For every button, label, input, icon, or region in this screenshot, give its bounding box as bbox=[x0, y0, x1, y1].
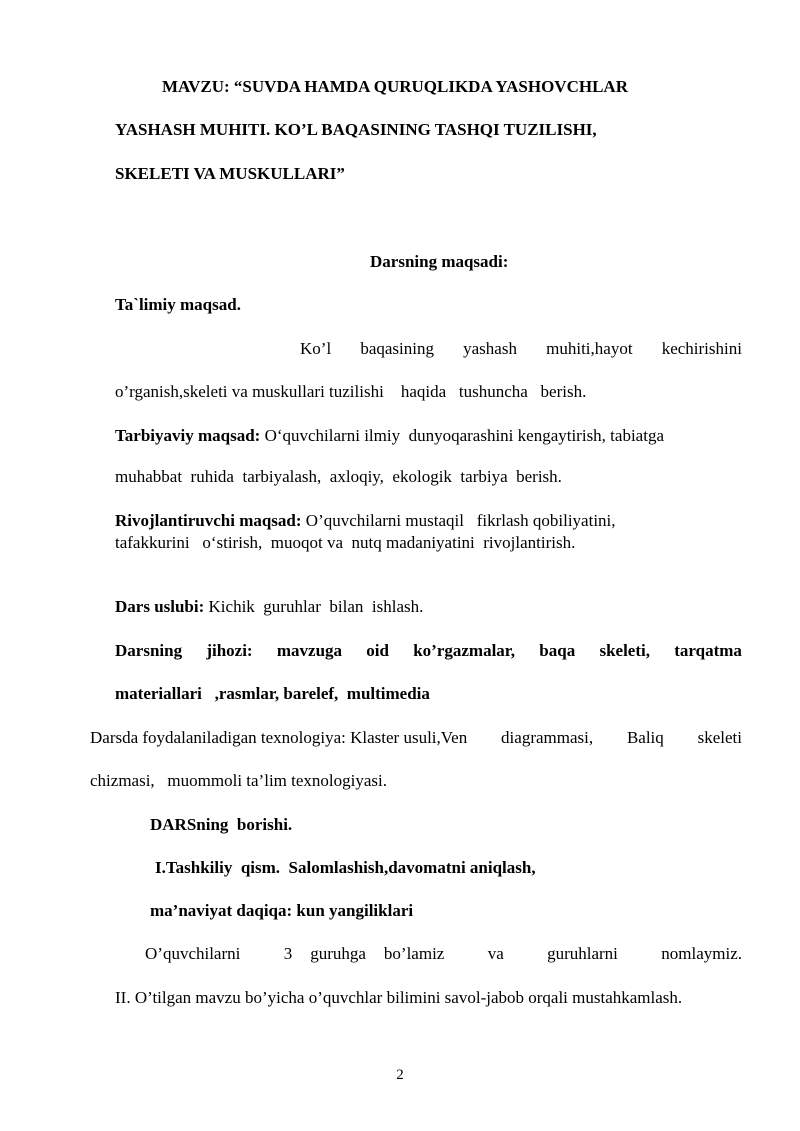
word: baqasining bbox=[360, 339, 434, 358]
borishi-heading: DARSning borishi. bbox=[150, 815, 293, 834]
word: Darsning bbox=[115, 641, 183, 660]
word: guruhlarni bbox=[547, 944, 618, 963]
talimiy-line-1 bbox=[300, 339, 742, 359]
manaviyat-line: ma’naviyat daqiqa: kun yangiliklari bbox=[150, 901, 414, 920]
tarbiyaviy-line-1 bbox=[115, 426, 742, 446]
jihoz-line-1 bbox=[115, 641, 742, 661]
word: muhiti,hayot bbox=[546, 339, 633, 358]
title-line-3: SKELETI VA MUSKULLARI” bbox=[115, 164, 345, 183]
word: yashash bbox=[463, 339, 517, 358]
uslub-line bbox=[115, 597, 423, 617]
word: guruhga bbox=[310, 944, 366, 963]
jihoz-line-2: materiallari ,rasmlar, barelef, multimedia bbox=[115, 684, 430, 703]
word: kechirishini bbox=[661, 339, 742, 358]
texnologiya-line-2: chizmasi, muommoli ta’lim texnologiyasi. bbox=[90, 771, 387, 790]
rivojlantiruvchi-line-1 bbox=[115, 511, 616, 531]
goals-heading: Darsning maqsadi: bbox=[370, 252, 509, 271]
tarbiyaviy-label: Tarbiyaviy maqsad: bbox=[115, 426, 261, 445]
word: va bbox=[487, 944, 504, 963]
uslub-label: Dars uslubi: bbox=[115, 597, 205, 616]
word: diagrammasi, bbox=[501, 728, 594, 747]
word: 3 bbox=[283, 944, 293, 963]
word: skeleti, bbox=[599, 641, 650, 660]
title-line-2: YASHASH MUHITI. KO’L BAQASINING TASHQI TUZILISHI, bbox=[115, 120, 597, 139]
word: baqa bbox=[539, 641, 576, 660]
tarbiyaviy-text: O‘quvchilarni ilmiy dunyoqarashini kengaytirish, tabiatga bbox=[264, 426, 664, 445]
word: mavzuga bbox=[276, 641, 343, 660]
texnologiya-line-1 bbox=[90, 728, 742, 748]
word: Ko’l bbox=[300, 339, 332, 358]
word: Baliq bbox=[626, 728, 664, 747]
word: jihozi: bbox=[206, 641, 253, 660]
talimiy-line-2: o’rganish,skeleti va muskullari tuzilishi haqida tushuncha berish. bbox=[115, 382, 587, 401]
rivojlantiruvchi-line-2: tafakkurini o‘stirish, muoqot va nutq madaniyatini rivojlantirish. bbox=[115, 533, 576, 552]
word: O’quvchilarni bbox=[145, 944, 241, 963]
title-line-1: MAVZU: “SUVDA HAMDA QURUQLIKDA YASHOVCHLAR bbox=[162, 77, 628, 96]
tashkiliy-line: I.Tashkiliy qism. Salomlashish,davomatni aniqlash, bbox=[155, 858, 536, 877]
word: Darsda foydalaniladigan texnologiya: Klaster usuli,Ven bbox=[90, 728, 468, 747]
word: nomlaymiz. bbox=[661, 944, 742, 963]
guruh-line bbox=[145, 944, 742, 964]
word: ko’rgazmalar, bbox=[413, 641, 516, 660]
word: oid bbox=[366, 641, 389, 660]
tarbiyaviy-line-2: muhabbat ruhida tarbiyalash, axloqiy, ekologik tarbiya berish. bbox=[115, 467, 562, 486]
rivojlantiruvchi-text: O’quvchilarni mustaqil fikrlash qobiliyatini, bbox=[305, 511, 616, 530]
word: bo’lamiz bbox=[383, 944, 445, 963]
talimiy-label: Ta`limiy maqsad. bbox=[115, 295, 241, 314]
ii-line: II. O’tilgan mavzu bo’yicha o’quvchlar bilimini savol-jabob orqali mustahkamlash. bbox=[115, 988, 683, 1007]
word: tarqatma bbox=[674, 641, 742, 660]
word: skeleti bbox=[697, 728, 742, 747]
uslub-text: Kichik guruhlar bilan ishlash. bbox=[208, 597, 424, 616]
page-number: 2 bbox=[396, 1067, 404, 1083]
rivojlantiruvchi-label: Rivojlantiruvchi maqsad: bbox=[115, 511, 302, 530]
